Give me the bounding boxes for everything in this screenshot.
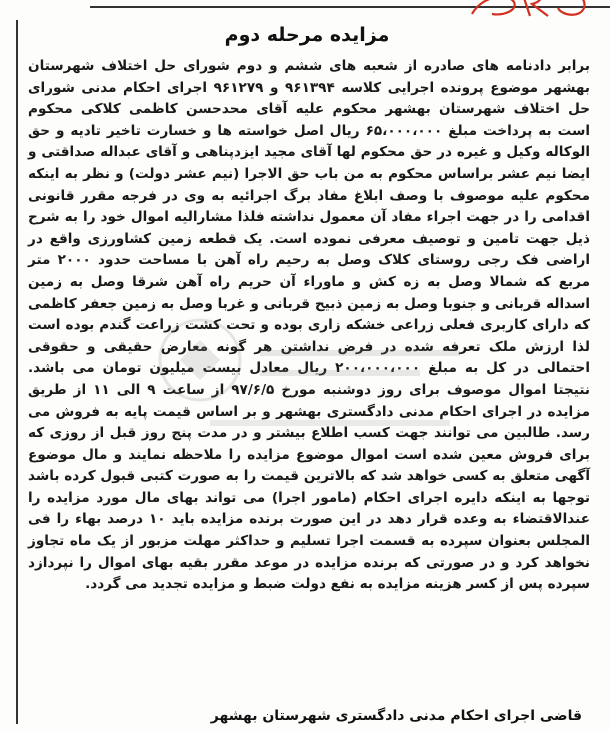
auction-notice bbox=[16, 20, 596, 724]
top-rule bbox=[90, 6, 610, 8]
notice-body: برابر دادنامه های صادره از شعبه های ششم و دوم شورای حل اختلاف شهرستان بهشهر موضوع پرونده اجرایی کلاسه ۹۶۱۳۹۴ و ۹۶۱۲۷۹ اجرای احکام مدنی شورای حل اختلاف شهرستان بهشهر محکوم علیه آقای محدحسن کاظمی کلاکی محکوم است به پرداخت مبلغ ۶۵،۰۰۰،۰۰۰ ریال اصل خواسته ها و خسارت تاخیر تادیه و حق الوکاله وکیل و غیره در حق محکوم لها آقای مجید ایزدپناهی و آقای عبداله صداقتی و ایضا نیم عشر براساس محکوم به من باب حق الاجرا (نیم عشر دولت) و نظر به اینکه محکوم علیه موصوف با وصف ابلاغ مفاد برگ اجرائیه به وی در فرجه مقرر قانونی اقدامی را در جهت اجراء مفاد آن معمول نداشته فلذا مشارالیه اموال خود را به شرح ذیل جهت تامین و توصیف معرفی نموده است. یک قطعه زمین کشاورزی واقع در اراضی فک رجی روستای کلاک وصل به رحیم راه آهن با مساحت حدود ۲۰۰۰ متر مربع که شمالا وصل به زه کش و ماوراء آن حریم راه آهن شرقا وصل به زمین اسداله قربانی و جنوبا وصل به زمین ذبیح قربانی و غربا وصل به زمین جعفر کاظمی که دارای کاربری فعلی زراعی خشکه زاری بوده و تحت کشت زراعت گندم بوده است لذا ارزش ملک تعرفه شده در فرض نداشتن هر گونه معارض حقیقی و حقوقی احتمالی در کل به مبلغ ۲۰۰،۰۰۰،۰۰۰ ریال معادل بیست میلیون تومان می باشد. نتیجتا اموال موصوف برای روز دوشنبه مورخ ۹۷/۶/۵ از ساعت ۹ الی ۱۱ از طریق مزایده در اجرای احکام مدنی دادگستری بهشهر و بر اساس قیمت پایه به فروش می رسد. طالبین می توانند جهت کسب اطلاع بیشتر و در مدت پنج روز قبل از روزی که برای فروش معین شده است اموال موضوع مزایده را ملاحظه نمایند و مال موضوع آگهی متعلق به کسی خواهد شد که بالاترین قیمت را به صورت کتبی قبول کرده باشد توجها به اینکه دایره اجرای احکام (مامور اجرا) می تواند بهای مال مورد مزایده را عندالاقتضاء به وعده قرار دهد در این صورت برنده مزایده باید ۱۰ درصد بهاء را فی المجلس بعنوان سپرده به قسمت اجرا تسلیم و حداکثر مهلت مزبور از یک ماه تجاوز نخواهد کرد و در صورتی که برنده مزایده در موعد مقرر بقیه بهای اموال را نپردازد سپرده پس از کسر هزینه مزایده به نفع دولت ضبط و مزایده تجدید می گردد. bbox=[28, 58, 591, 593]
notice-signature: قاضی اجرای احکام مدنی دادگستری شهرستان بهشهر bbox=[210, 708, 582, 724]
notice-title: مزایده مرحله دوم bbox=[224, 24, 390, 46]
